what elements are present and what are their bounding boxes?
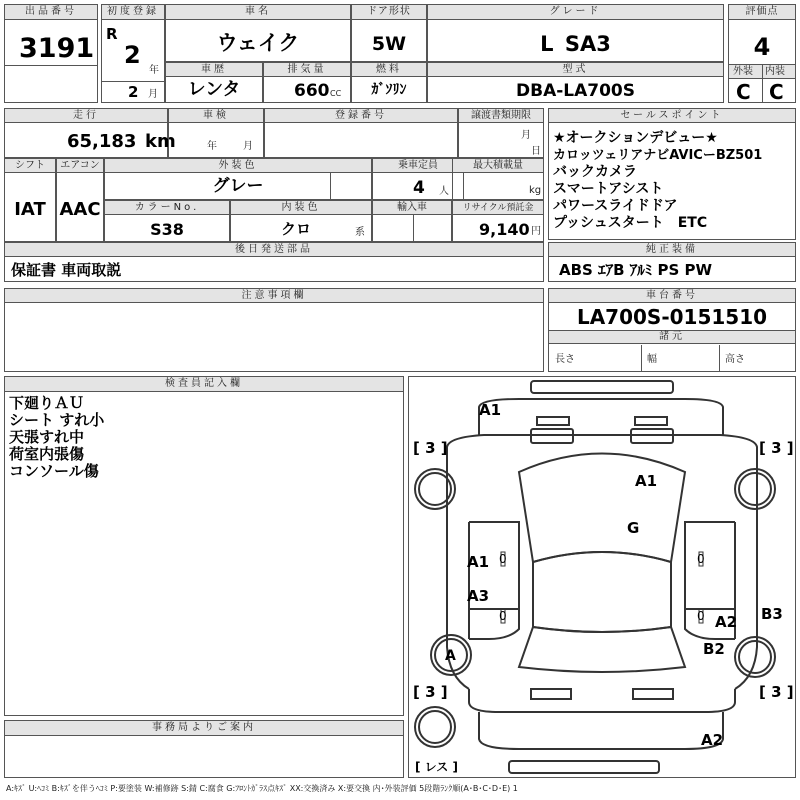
office-label: 事務局よりご案内 bbox=[5, 721, 403, 736]
capacity-box bbox=[372, 158, 464, 200]
spare-label: [ レス ] bbox=[415, 760, 458, 774]
body-right-side bbox=[735, 497, 757, 689]
reg-no-label: 登録番号 bbox=[265, 109, 457, 123]
sales-point-item: スマートアシスト bbox=[553, 181, 664, 197]
rear-bumper-outline bbox=[479, 712, 723, 749]
roof-outline bbox=[533, 552, 671, 632]
specs-length: 長さ bbox=[555, 354, 575, 365]
score-mid-line bbox=[762, 65, 763, 103]
sales-points-label: セールスポイント bbox=[549, 109, 795, 123]
doors-box bbox=[351, 4, 427, 62]
int-color-box bbox=[230, 200, 372, 242]
ext-color-box bbox=[104, 158, 372, 200]
door-mark-rr-label: 0 bbox=[697, 609, 705, 623]
lot-box bbox=[4, 4, 98, 103]
inspector-lines bbox=[9, 395, 399, 480]
specs-divider-1 bbox=[641, 345, 642, 372]
lot-divider bbox=[5, 65, 97, 66]
sales-point-item: カロッツェリアナビAVICーBZ501 bbox=[553, 148, 763, 163]
sales-points-box bbox=[548, 108, 796, 240]
mark-right-quarter: B2 bbox=[703, 640, 725, 658]
shift-box bbox=[4, 158, 56, 242]
ext-color-value: グレー bbox=[212, 176, 264, 196]
history-value: レンタ bbox=[187, 79, 241, 100]
shift-value: IAT bbox=[14, 199, 46, 220]
mark-left-rear-wheel: A bbox=[445, 648, 456, 664]
displacement-value: 660 bbox=[294, 81, 330, 101]
aircon-label: エアコン bbox=[57, 159, 103, 173]
history-box bbox=[165, 62, 263, 103]
capacity-label: 乗車定員 bbox=[373, 159, 463, 173]
tire-fl-value: 3 bbox=[425, 439, 436, 457]
transfer-label: 譲渡書類期限 bbox=[459, 109, 543, 123]
score-int-label: 内装 bbox=[765, 66, 785, 77]
sales-point-item: パワースライドドア bbox=[553, 198, 678, 214]
specs-divider-2 bbox=[719, 345, 720, 372]
inspector-label: 検査員記入欄 bbox=[5, 377, 403, 392]
door-mark-rl-label: 0 bbox=[499, 609, 507, 623]
score-value: 4 bbox=[753, 33, 771, 61]
transfer-day-unit: 日 bbox=[531, 146, 541, 157]
model-box bbox=[427, 62, 724, 103]
inspector-line: 天張すれ中 bbox=[9, 428, 85, 446]
inspection-month-unit: 月 bbox=[243, 141, 253, 152]
cowl-right bbox=[635, 417, 667, 425]
reg-no-box bbox=[264, 108, 458, 158]
rear-outline bbox=[469, 689, 735, 712]
first-reg-month-unit: 月 bbox=[148, 89, 158, 100]
cowl-left bbox=[537, 417, 569, 425]
specs-label: 諸元 bbox=[659, 331, 685, 342]
left-rear-panel bbox=[469, 609, 519, 639]
history-label: 車歴 bbox=[166, 63, 262, 77]
car-diagram bbox=[409, 377, 795, 777]
fuel-box bbox=[351, 62, 427, 103]
car-diagram-box bbox=[408, 376, 796, 778]
mark-hood: A1 bbox=[635, 472, 658, 490]
int-color-label: 内装色 bbox=[231, 201, 371, 215]
first-reg-year-unit: 年 bbox=[149, 65, 159, 76]
mark-right-rear-door: A2 bbox=[715, 613, 738, 631]
recycle-value: 9,140 bbox=[479, 220, 530, 239]
displacement-unit: CC bbox=[330, 89, 342, 98]
inspector-box bbox=[4, 376, 404, 716]
aircon-box bbox=[56, 158, 104, 242]
mark-front-bumper: A1 bbox=[479, 401, 502, 419]
car-name-label: 車名 bbox=[166, 5, 350, 20]
mark-right-rear-side: B3 bbox=[761, 605, 783, 623]
displacement-label: 排気量 bbox=[264, 63, 350, 77]
chassis-label: 車台番号 bbox=[549, 289, 795, 303]
int-color-unit: 系 bbox=[355, 227, 365, 238]
lot-label: 出品番号 bbox=[5, 5, 97, 20]
standard-equip-box bbox=[548, 242, 796, 282]
spare-tire-inner bbox=[419, 711, 451, 743]
inspector-line: 下廻りＡＵ bbox=[9, 394, 85, 412]
mark-rear-bumper: A2 bbox=[701, 731, 724, 749]
specs-height: 高さ bbox=[725, 354, 745, 365]
mark-left-front-door: A1 bbox=[467, 553, 490, 571]
transfer-month-unit: 月 bbox=[521, 130, 531, 141]
int-color-value: クロ bbox=[281, 220, 312, 238]
notes-box bbox=[4, 288, 544, 372]
legend: A:ｷｽﾞ U:ﾍｺﾐ B:ｷｽﾞを伴うﾍｺﾐ P:要塗装 W:補修跡 S:錆 C:腐食 G:ﾌﾛﾝﾄｶﾞﾗｽ点ｷｽﾞ XX:交換済み X:要交換 内･外装評価 5段階ﾗﾝｸ順(A･B･C･D･E) 1 bbox=[6, 784, 518, 793]
score-int-value: C bbox=[769, 80, 784, 104]
inspection-box bbox=[168, 108, 264, 158]
lot-number: 3191 bbox=[19, 33, 95, 64]
door-mark-fl-label: 0 bbox=[499, 552, 507, 566]
max-load-unit: kg bbox=[529, 185, 542, 196]
spare-value: レス bbox=[424, 760, 449, 774]
car-name-box bbox=[165, 4, 351, 62]
standard-equip-label: 純正装備 bbox=[549, 243, 795, 257]
fuel-value: ｶﾞｿﾘﾝ bbox=[371, 82, 407, 98]
aircon-value: AAC bbox=[59, 199, 101, 220]
notes-label: 注意事項欄 bbox=[5, 289, 543, 303]
score-label: 評価点 bbox=[729, 5, 795, 20]
recycle-box bbox=[452, 200, 544, 242]
sales-point-item: バックカメラ bbox=[553, 164, 637, 180]
mileage-value: 65,183 bbox=[67, 131, 137, 152]
wheel-front-left bbox=[415, 469, 455, 509]
spare-tire bbox=[415, 707, 455, 747]
import-divider bbox=[413, 215, 414, 242]
first-reg-year: 2 bbox=[124, 41, 141, 69]
sales-points-list bbox=[553, 130, 793, 232]
right-doors bbox=[685, 522, 735, 609]
score-ext-label: 外装 bbox=[733, 66, 753, 77]
inspection-year-unit: 年 bbox=[207, 141, 217, 152]
ext-color-label: 外装色 bbox=[105, 159, 371, 173]
inspection-label: 車検 bbox=[169, 109, 263, 123]
capacity-value: 4 bbox=[413, 178, 425, 198]
first-reg-era: R bbox=[106, 25, 118, 43]
import-label: 輸入車 bbox=[373, 201, 451, 215]
tire-fr: [ 3 ] bbox=[759, 439, 794, 457]
model-label: 型式 bbox=[428, 63, 723, 77]
max-load-label: 最大積載量 bbox=[453, 159, 543, 173]
tire-rr-value: 3 bbox=[771, 683, 782, 701]
first-reg-divider bbox=[102, 81, 164, 82]
chassis-value: LA700S-0151510 bbox=[576, 305, 768, 329]
capacity-unit: 人 bbox=[439, 186, 449, 197]
grade-value: L SA3 bbox=[540, 32, 611, 56]
mark-left-rear-door: A3 bbox=[467, 587, 490, 605]
car-name: ウェイク bbox=[216, 31, 300, 55]
tail-lamp-left bbox=[531, 689, 571, 699]
rear-window bbox=[519, 627, 685, 672]
grade-label: グレード bbox=[428, 5, 723, 20]
recycle-unit: 円 bbox=[531, 226, 541, 237]
wheel-front-right bbox=[735, 469, 775, 509]
door-mark-fr-label: 0 bbox=[697, 552, 705, 566]
doors-label: ドア形状 bbox=[352, 5, 426, 20]
later-parts-label: 後日発送部品 bbox=[5, 243, 543, 257]
front-bumper-outline bbox=[479, 399, 723, 435]
import-box bbox=[372, 200, 452, 242]
wheel-front-right-inner bbox=[739, 473, 771, 505]
first-reg-label: 初度登録 bbox=[102, 5, 164, 20]
doors-value: 5W bbox=[371, 33, 407, 55]
front-bumper-bar bbox=[531, 381, 673, 393]
later-parts-box bbox=[4, 242, 544, 282]
max-load-box bbox=[452, 158, 544, 200]
recycle-label: リサイクル預託金 bbox=[453, 201, 543, 215]
rear-bumper-bar bbox=[509, 761, 659, 773]
color-no-box bbox=[104, 200, 230, 242]
score-ext-value: C bbox=[736, 80, 751, 104]
front-fenders bbox=[447, 435, 757, 497]
tire-fl: [ 3 ] bbox=[413, 439, 448, 457]
chassis-box bbox=[548, 288, 796, 372]
sales-point-item: プッシュスタート ETC bbox=[553, 215, 708, 231]
mileage-unit: km bbox=[145, 131, 176, 152]
model-value: DBA-LA700S bbox=[516, 81, 635, 101]
tire-rr: [ 3 ] bbox=[759, 683, 794, 701]
specs-width: 幅 bbox=[647, 354, 657, 365]
score-box bbox=[728, 4, 796, 103]
first-reg-box bbox=[101, 4, 165, 103]
mileage-label: 走行 bbox=[5, 109, 167, 123]
standard-equip-value: ABS ｴｱB ｱﾙﾐ PS PW bbox=[559, 261, 713, 279]
inspector-line: 荷室内張傷 bbox=[9, 445, 85, 463]
first-reg-month: 2 bbox=[128, 83, 139, 101]
tire-rl-value: 3 bbox=[425, 683, 436, 701]
shift-label: シフト bbox=[5, 159, 55, 173]
grade-box bbox=[427, 4, 724, 62]
fuel-label: 燃料 bbox=[352, 63, 426, 77]
ext-color-divider bbox=[330, 173, 331, 200]
color-no-value: S38 bbox=[150, 220, 184, 239]
color-no-label: カラーNo. bbox=[105, 201, 229, 215]
transfer-box bbox=[458, 108, 544, 158]
office-box bbox=[4, 720, 404, 778]
inspector-line: シート すれ小 bbox=[9, 411, 105, 429]
tail-lamp-right bbox=[633, 689, 673, 699]
cabin-outline bbox=[519, 454, 685, 563]
mark-roof: G bbox=[627, 519, 640, 537]
later-parts-value: 保証書 車両取説 bbox=[11, 261, 122, 279]
tire-fr-value: 3 bbox=[771, 439, 782, 457]
inspector-line: コンソール傷 bbox=[9, 462, 99, 480]
tire-rl: [ 3 ] bbox=[413, 683, 448, 701]
displacement-box bbox=[263, 62, 351, 103]
sales-point-item: ★オークションデビュー★ bbox=[553, 130, 718, 146]
mileage-box bbox=[4, 108, 176, 158]
